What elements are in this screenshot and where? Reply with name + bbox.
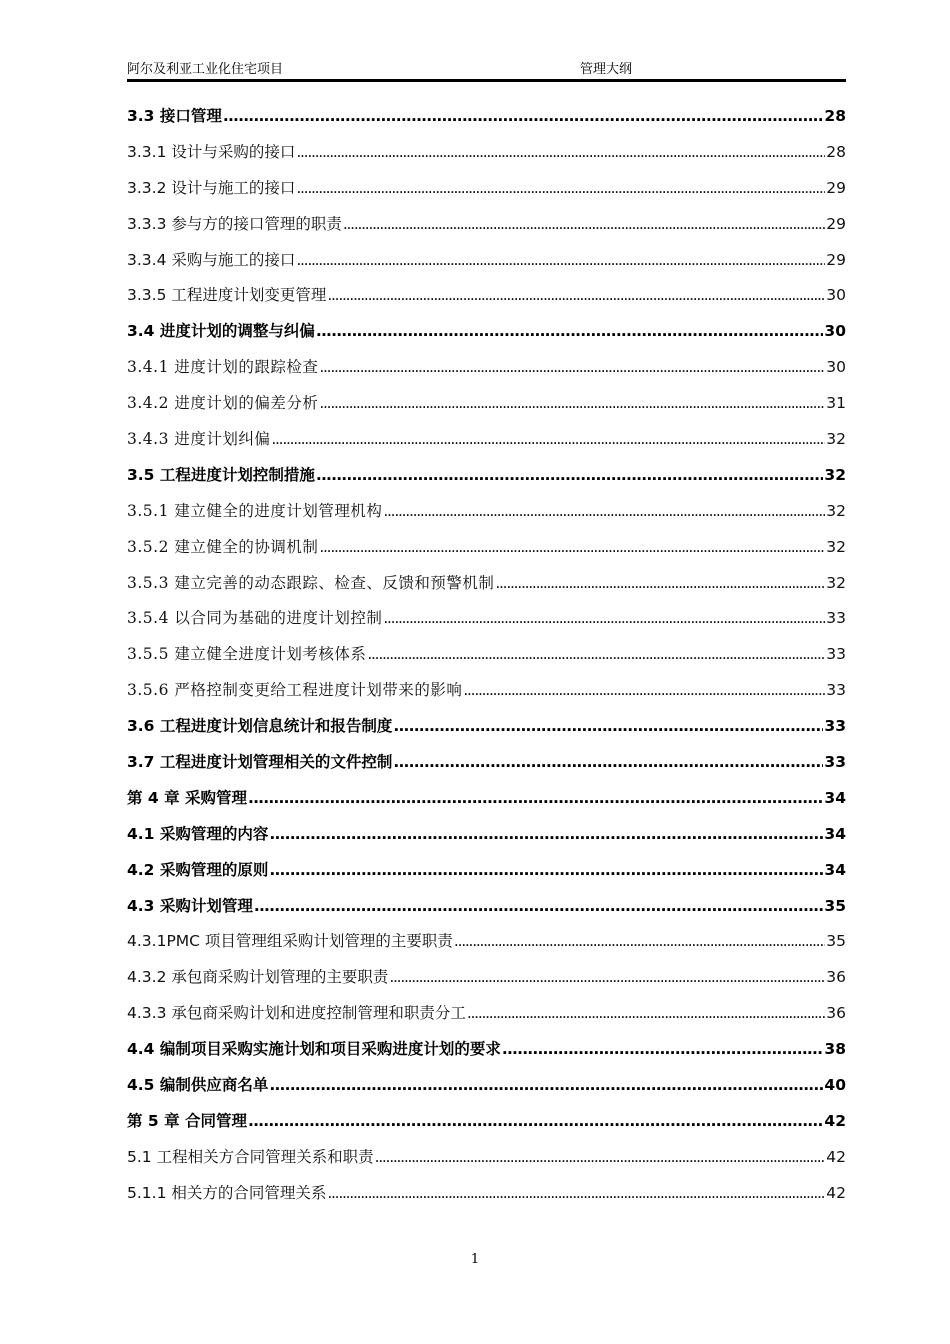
toc-dot-leader <box>296 171 825 207</box>
toc-entry-title: 3.3.5 工程进度计划变更管理 <box>127 286 327 305</box>
toc-entry-page: 33 <box>824 753 846 772</box>
toc-entry-page: 31 <box>826 394 846 413</box>
toc-entry-title: 4.3.3 承包商采购计划和进度控制管理和职责分工 <box>127 1004 466 1023</box>
toc-dot-leader <box>271 422 825 458</box>
table-of-contents <box>127 99 846 1212</box>
toc-entry-page: 40 <box>824 1076 846 1095</box>
toc-dot-leader <box>467 996 825 1032</box>
toc-entry[interactable] <box>127 781 846 817</box>
toc-entry[interactable] <box>127 422 846 458</box>
toc-dot-leader <box>463 673 825 709</box>
toc-entry-title: 3.3.1 设计与采购的接口 <box>127 142 296 161</box>
toc-entry-page: 33 <box>826 681 846 700</box>
toc-entry[interactable] <box>127 207 846 243</box>
toc-entry[interactable] <box>127 601 846 637</box>
toc-entry[interactable] <box>127 889 846 925</box>
toc-entry-page: 35 <box>824 896 846 915</box>
toc-entry-page: 36 <box>826 968 846 987</box>
toc-entry-page: 42 <box>824 1111 846 1130</box>
page-header <box>127 58 846 78</box>
toc-entry[interactable] <box>127 673 846 709</box>
toc-entry[interactable] <box>127 458 846 494</box>
toc-dot-leader <box>269 853 823 889</box>
toc-dot-leader <box>248 781 823 817</box>
toc-entry[interactable] <box>127 924 846 960</box>
toc-dot-leader <box>269 817 823 853</box>
toc-entry[interactable] <box>127 494 846 530</box>
toc-dot-leader <box>393 709 823 745</box>
toc-entry-title: 第 5 章 合同管理 <box>127 1111 247 1130</box>
toc-entry[interactable] <box>127 960 846 996</box>
toc-dot-leader <box>319 530 825 566</box>
toc-entry-page: 28 <box>826 142 846 161</box>
toc-entry[interactable] <box>127 853 846 889</box>
toc-entry-title: 3.4 进度计划的调整与纠偏 <box>127 322 315 341</box>
toc-entry-page: 35 <box>826 932 846 951</box>
toc-entry[interactable] <box>127 996 846 1032</box>
toc-dot-leader <box>393 745 823 781</box>
toc-entry-title: 3.7 工程进度计划管理相关的文件控制 <box>127 753 393 772</box>
toc-dot-leader <box>454 924 825 960</box>
toc-entry-page: 30 <box>824 322 846 341</box>
toc-entry[interactable] <box>127 1140 846 1176</box>
toc-dot-leader <box>269 1068 823 1104</box>
toc-dot-leader <box>319 386 825 422</box>
toc-entry-title: 第 4 章 采购管理 <box>127 788 247 807</box>
toc-entry-page: 33 <box>826 609 846 628</box>
toc-dot-leader <box>254 889 824 925</box>
toc-entry[interactable] <box>127 1176 846 1212</box>
toc-entry[interactable] <box>127 278 846 314</box>
toc-entry[interactable] <box>127 745 846 781</box>
toc-entry-page: 28 <box>824 107 846 125</box>
toc-entry-title: 3.5 工程进度计划控制措施 <box>127 465 315 484</box>
toc-entry-title: 3.4.3 进度计划纠偏 <box>127 430 271 449</box>
toc-entry-page: 29 <box>826 178 846 197</box>
toc-dot-leader <box>327 1176 825 1212</box>
toc-entry[interactable] <box>127 1032 846 1068</box>
toc-entry-page: 42 <box>826 1147 846 1166</box>
toc-dot-leader <box>383 601 825 637</box>
toc-entry[interactable] <box>127 243 846 279</box>
toc-entry-page: 32 <box>826 501 846 520</box>
toc-entry-page: 38 <box>824 1040 846 1059</box>
toc-entry[interactable] <box>127 817 846 853</box>
toc-dot-leader <box>343 207 825 243</box>
toc-entry[interactable] <box>127 1104 846 1140</box>
toc-entry-title: 3.3.4 采购与施工的接口 <box>127 250 296 269</box>
toc-entry-title: 3.5.2 建立健全的协调机制 <box>127 537 319 556</box>
toc-entry[interactable] <box>127 171 846 207</box>
toc-entry-title: 4.2 采购管理的原则 <box>127 860 269 879</box>
toc-entry[interactable] <box>127 709 846 745</box>
toc-entry-title: 4.3.2 承包商采购计划管理的主要职责 <box>127 968 389 987</box>
header-rule <box>127 79 846 82</box>
toc-entry-title: 5.1.1 相关方的合同管理关系 <box>127 1183 327 1202</box>
toc-entry[interactable] <box>127 530 846 566</box>
toc-entry[interactable] <box>127 99 846 135</box>
toc-entry-title: 3.5.5 建立健全进度计划考核体系 <box>127 645 367 664</box>
toc-entry-title: 4.3 采购计划管理 <box>127 896 253 915</box>
toc-dot-leader <box>389 960 825 996</box>
toc-entry[interactable] <box>127 350 846 386</box>
toc-entry-page: 30 <box>826 358 846 377</box>
toc-entry[interactable] <box>127 637 846 673</box>
toc-entry-page: 33 <box>826 645 846 664</box>
toc-dot-leader <box>319 350 825 386</box>
toc-dot-leader <box>375 1140 826 1176</box>
toc-dot-leader <box>327 278 825 314</box>
toc-entry[interactable] <box>127 566 846 602</box>
toc-entry-title: 4.5 编制供应商名单 <box>127 1076 269 1095</box>
toc-entry-title: 3.5.3 建立完善的动态跟踪、检查、反馈和预警机制 <box>127 573 495 592</box>
toc-entry-title: 3.3.3 参与方的接口管理的职责 <box>127 214 342 233</box>
toc-entry-page: 29 <box>826 250 846 269</box>
toc-entry-title: 4.4 编制项目采购实施计划和项目采购进度计划的要求 <box>127 1040 501 1059</box>
toc-entry-title: 3.3 接口管理 <box>127 107 222 125</box>
toc-dot-leader <box>248 1104 823 1140</box>
toc-dot-leader <box>383 494 825 530</box>
toc-entry-page: 36 <box>826 1004 846 1023</box>
toc-entry-page: 30 <box>826 286 846 305</box>
page-number: 1 <box>470 1252 480 1267</box>
toc-entry-title: 3.4.1 进度计划的跟踪检查 <box>127 358 319 377</box>
toc-entry-title: 3.3.2 设计与施工的接口 <box>127 178 296 197</box>
toc-entry-page: 32 <box>826 537 846 556</box>
toc-entry-title: 3.5.4 以合同为基础的进度计划控制 <box>127 609 383 628</box>
toc-entry-page: 34 <box>824 824 846 843</box>
toc-entry-page: 42 <box>826 1183 846 1202</box>
toc-dot-leader <box>316 458 824 494</box>
toc-dot-leader <box>367 637 825 673</box>
toc-entry[interactable] <box>127 386 846 422</box>
toc-entry-title: 4.3.1PMC 项目管理组采购计划管理的主要职责 <box>127 932 453 951</box>
header-document-title: 管理大纲 <box>580 62 633 77</box>
toc-entry-page: 32 <box>826 573 846 592</box>
toc-entry-title: 3.4.2 进度计划的偏差分析 <box>127 394 319 413</box>
toc-dot-leader <box>502 1032 824 1068</box>
header-project-title: 阿尔及利亚工业化住宅项目 <box>127 62 284 77</box>
toc-entry-title: 4.1 采购管理的内容 <box>127 824 269 843</box>
toc-entry-title: 3.5.6 严格控制变更给工程进度计划带来的影响 <box>127 681 463 700</box>
toc-entry-page: 33 <box>824 717 846 736</box>
toc-dot-leader <box>296 243 825 279</box>
toc-entry[interactable] <box>127 135 846 171</box>
toc-entry-page: 29 <box>826 214 846 233</box>
toc-entry[interactable] <box>127 1068 846 1104</box>
toc-dot-leader <box>223 99 824 135</box>
toc-entry-page: 32 <box>824 465 846 484</box>
toc-entry[interactable] <box>127 314 846 350</box>
toc-dot-leader <box>316 314 824 350</box>
toc-entry-title: 5.1 工程相关方合同管理关系和职责 <box>127 1147 374 1166</box>
toc-dot-leader <box>495 566 825 602</box>
toc-entry-page: 32 <box>826 430 846 449</box>
toc-entry-title: 3.5.1 建立健全的进度计划管理机构 <box>127 501 383 520</box>
toc-entry-title: 3.6 工程进度计划信息统计和报告制度 <box>127 717 393 736</box>
toc-entry-page: 34 <box>824 860 846 879</box>
toc-dot-leader <box>296 135 825 171</box>
toc-entry-page: 34 <box>824 788 846 807</box>
